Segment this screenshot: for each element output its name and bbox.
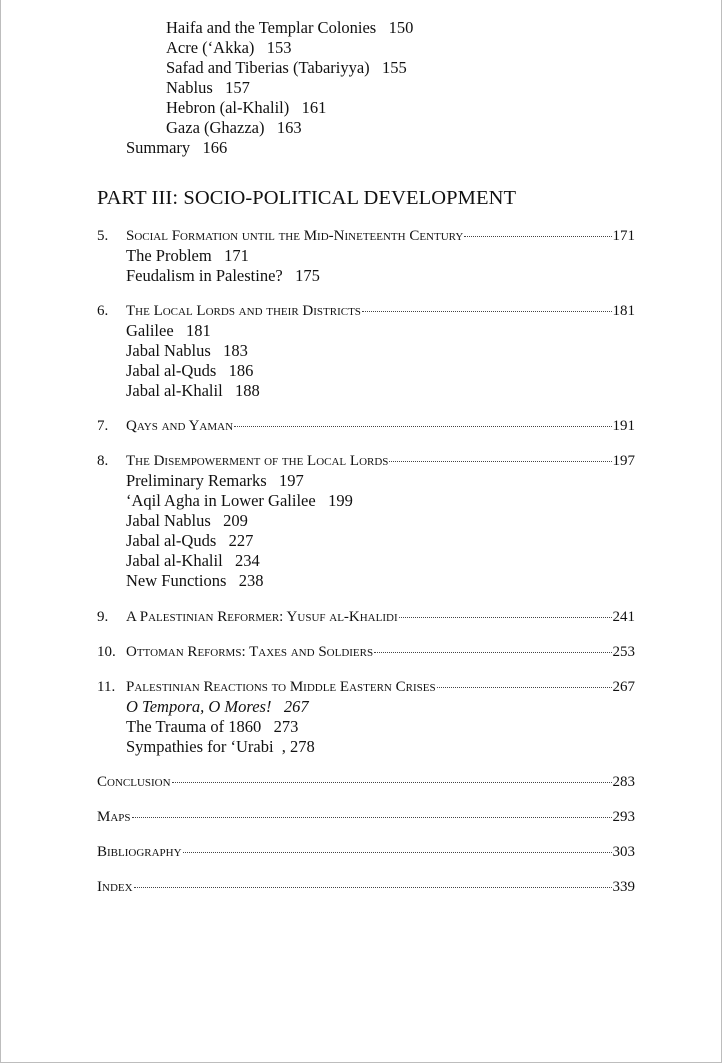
chapter-page: 171: [612, 228, 635, 244]
chapter-title: Social Formation until the Mid-Nineteenth Century: [126, 228, 464, 244]
toc-subentry: Sympathies for ‘Urabi , 278: [126, 737, 315, 756]
toc-subentry: Jabal al-Khalil 188: [126, 381, 260, 400]
chapter-entry: [97, 677, 635, 697]
backmatter-title: Bibliography: [97, 844, 182, 860]
toc-subentry: ‘Aqil Agha in Lower Galilee 199: [126, 491, 353, 510]
backmatter-title: Conclusion: [97, 774, 171, 790]
dot-leader: [172, 781, 612, 783]
toc-subentry: Hebron (al-Khalil) 161: [166, 98, 327, 117]
dot-leader: [399, 616, 612, 618]
chapter-title: The Local Lords and their Districts: [126, 303, 361, 319]
chapter-number: 9.: [97, 609, 109, 625]
chapter-title: Qays and Yaman: [126, 418, 234, 434]
backmatter-entry: [97, 842, 635, 862]
backmatter-title: Index: [97, 879, 133, 895]
toc-subentry: Nablus 157: [166, 78, 250, 97]
dot-leader: [437, 686, 612, 688]
chapter-page: 253: [612, 644, 635, 660]
dot-leader: [464, 235, 611, 237]
toc-subentry: Jabal Nablus 209: [126, 511, 248, 530]
chapter-entry: [97, 451, 635, 471]
toc-subentry: Galilee 181: [126, 321, 211, 340]
toc-subentry: Feudalism in Palestine? 175: [126, 266, 320, 285]
chapter-number: 7.: [97, 418, 109, 434]
chapter-page: 181: [612, 303, 635, 319]
toc-subentry: Acre (‘Akka) 153: [166, 38, 292, 57]
toc-subentry: O Tempora, O Mores! 267: [126, 697, 309, 716]
backmatter-entry: [97, 877, 635, 897]
backmatter-entry: [97, 772, 635, 792]
backmatter-page: 303: [612, 844, 635, 860]
chapter-page: 191: [612, 418, 635, 434]
chapter-page: 197: [612, 453, 635, 469]
chapter-title: Palestinian Reactions to Middle Eastern Crises: [126, 679, 436, 695]
chapter-title: The Disempowerment of the Local Lords: [126, 453, 389, 469]
chapter-title: A Palestinian Reformer: Yusuf al-Khalidi: [126, 609, 398, 625]
toc-subentry: The Problem 171: [126, 246, 249, 265]
chapter-title: Ottoman Reforms: Taxes and Soldiers: [126, 644, 374, 660]
chapter-entry: [97, 642, 635, 662]
backmatter-page: 293: [612, 809, 635, 825]
dot-leader: [183, 851, 612, 853]
toc-subentry: New Functions 238: [126, 571, 264, 590]
backmatter-entry: [97, 807, 635, 827]
chapter-number: 10.: [97, 644, 116, 660]
chapter-entry: [97, 416, 635, 436]
toc-summary: Summary 166: [126, 138, 228, 157]
toc-subentry: Jabal al-Khalil 234: [126, 551, 260, 570]
dot-leader: [362, 310, 612, 312]
toc-subentry: Jabal al-Quds 227: [126, 531, 254, 550]
toc-subentry: Haifa and the Templar Colonies 150: [166, 18, 414, 37]
toc-subentry: Jabal al-Quds 186: [126, 361, 254, 380]
dot-leader: [234, 425, 611, 427]
backmatter-title: Maps: [97, 809, 131, 825]
chapter-page: 241: [612, 609, 635, 625]
chapter-number: 8.: [97, 453, 109, 469]
dot-leader: [134, 886, 612, 888]
chapter-entry: [97, 301, 635, 321]
dot-leader: [374, 651, 611, 653]
toc-subentry: Safad and Tiberias (Tabariyya) 155: [166, 58, 407, 77]
chapter-number: 5.: [97, 228, 109, 244]
chapter-entry: [97, 607, 635, 627]
chapter-number: 6.: [97, 303, 109, 319]
toc-subentry: The Trauma of 1860 273: [126, 717, 299, 736]
dot-leader: [132, 816, 612, 818]
chapter-page: 267: [612, 679, 635, 695]
chapter-number: 11.: [97, 679, 116, 695]
backmatter-page: 339: [612, 879, 635, 895]
toc-subentry: Preliminary Remarks 197: [126, 471, 304, 490]
toc-subentry: Gaza (Ghazza) 163: [166, 118, 302, 137]
chapter-entry: [97, 226, 635, 246]
dot-leader: [389, 460, 611, 462]
toc-subentry: Jabal Nablus 183: [126, 341, 248, 360]
part-title: PART III: SOCIO-POLITICAL DEVELOPMENT: [97, 187, 517, 209]
backmatter-page: 283: [612, 774, 635, 790]
